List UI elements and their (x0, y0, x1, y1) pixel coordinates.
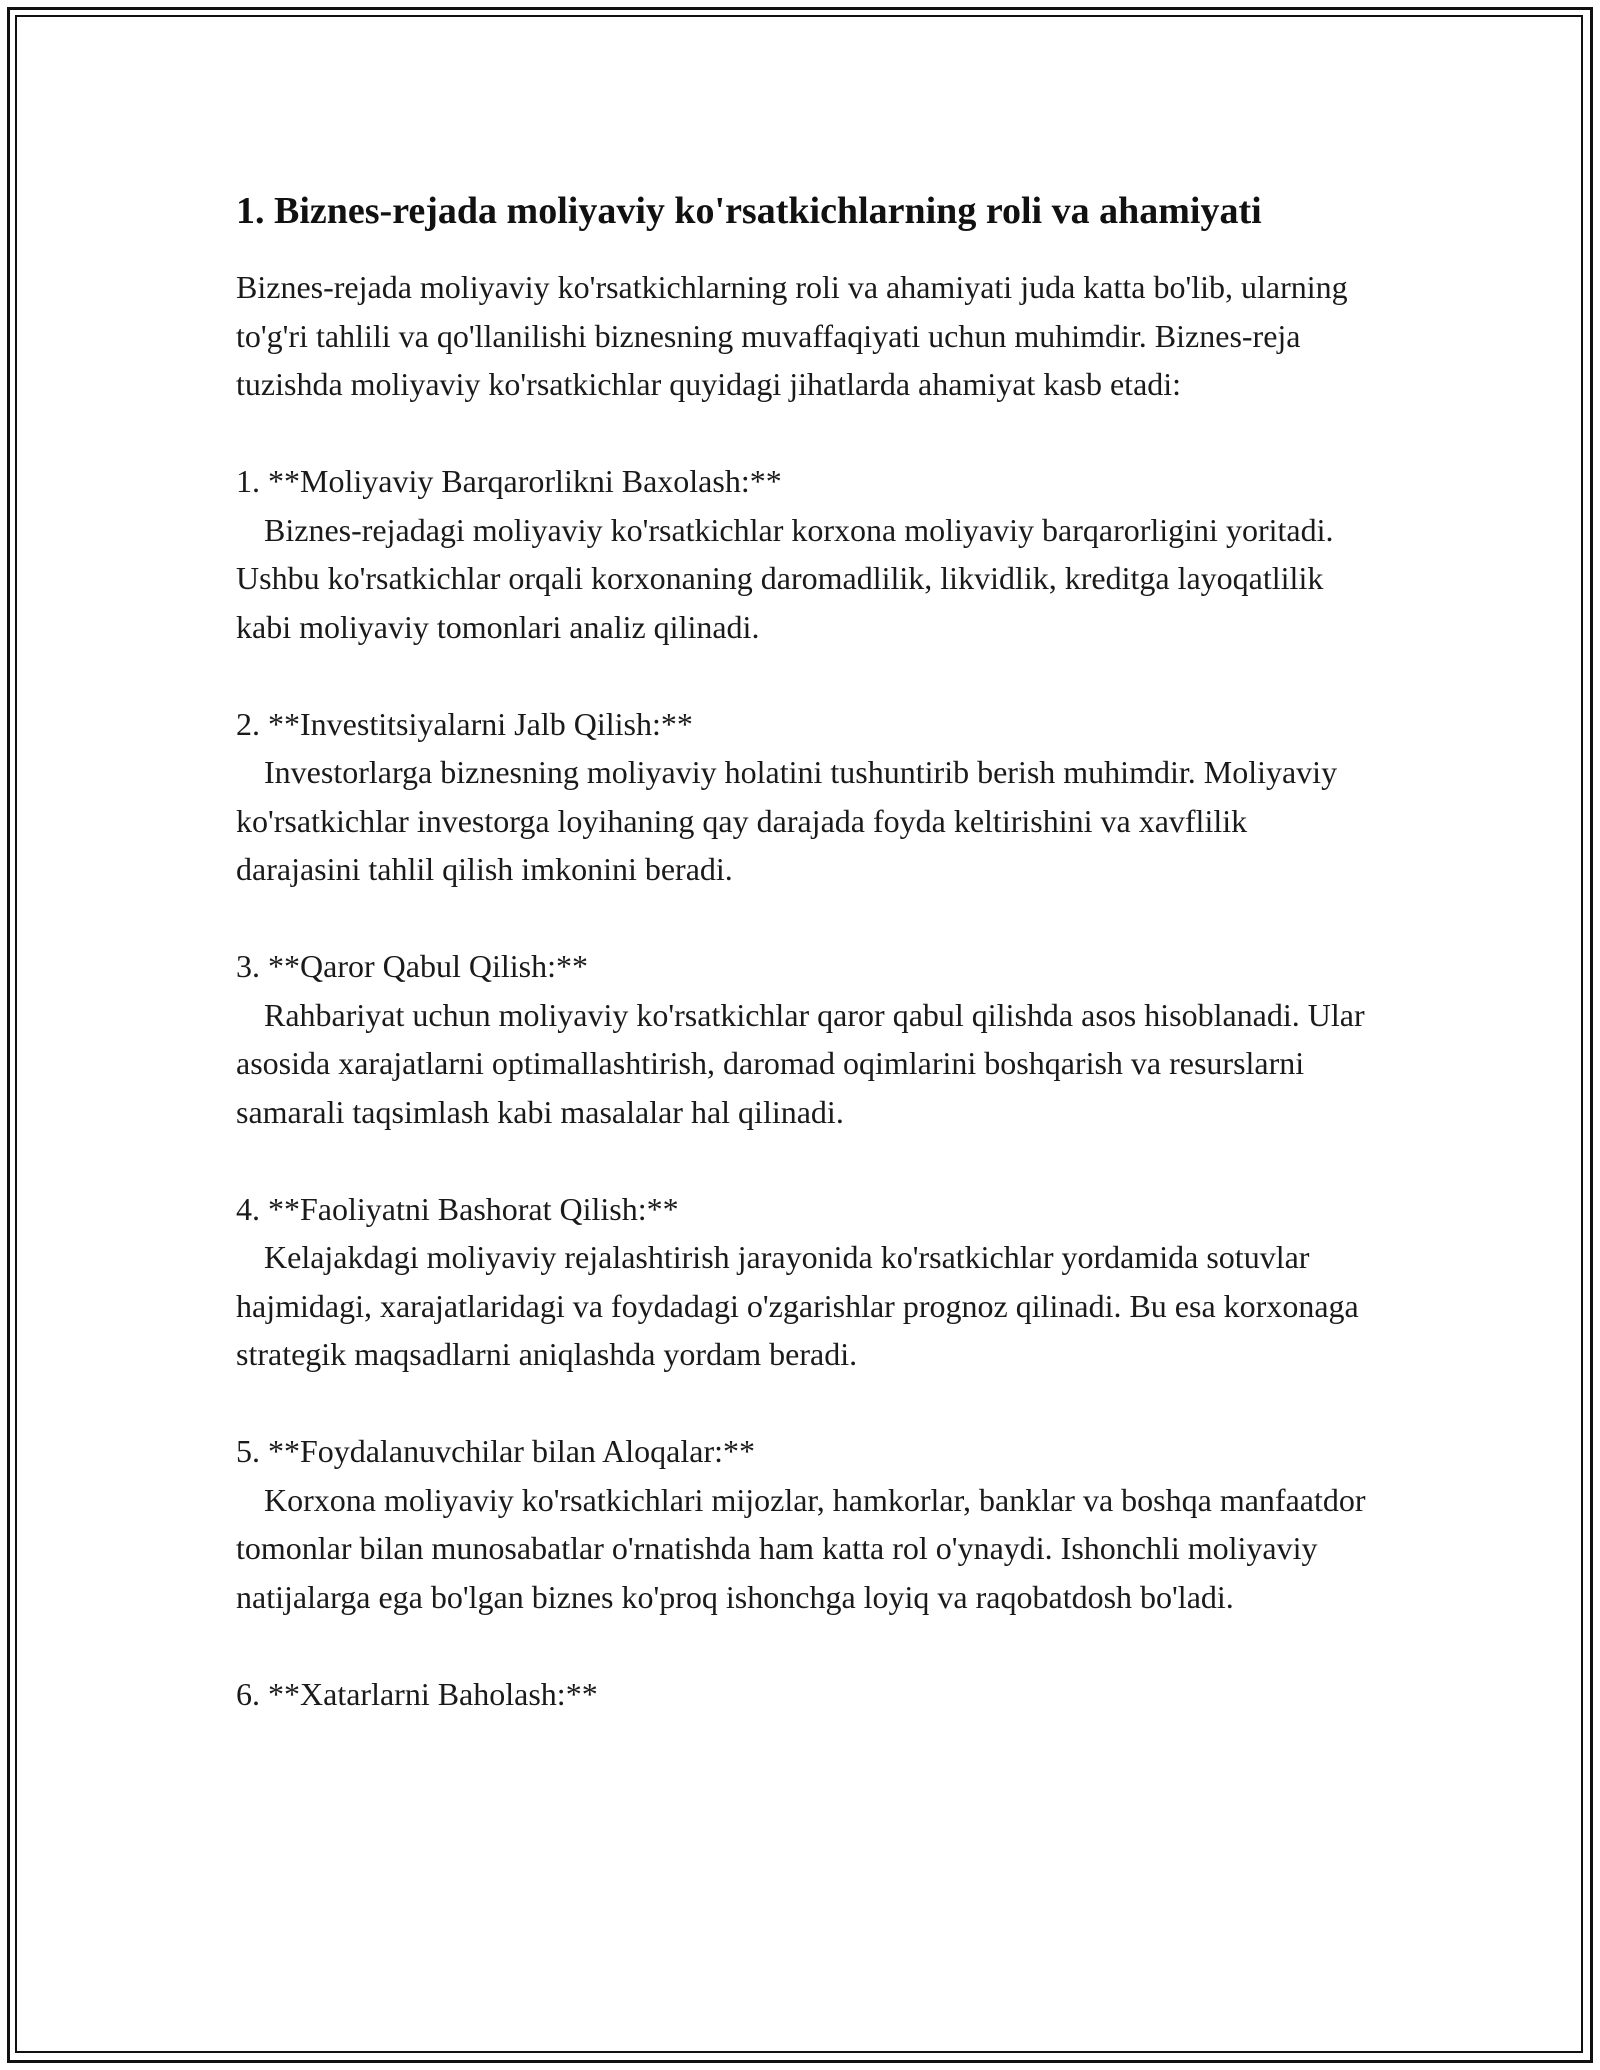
list-item (236, 457, 1366, 651)
list-item-body: Rahbariyat uchun moliyaviy ko'rsatkichlar qaror qabul qilishda asos hisoblanadi. Ular asosida xarajatlarni optimallashtirish, daromad oqimlarini boshqarish va resurslarni samarali taqsimlash kabi masalalar hal qilinadi. (236, 996, 1365, 1130)
list-item-heading: 2. **Investitsiyalarni Jalb Qilish:** (236, 705, 693, 742)
document-page (236, 184, 1366, 1718)
list-item-heading: 5. **Foydalanuvchilar bilan Aloqalar:** (236, 1433, 755, 1469)
list-item-body: Kelajakdagi moliyaviy rejalashtirish jarayonida ko'rsatkichlar yordamida sotuvlar hajmidagi, xarajatlaridagi va foydadagi o'zgarishlar prognoz qilinadi. Bu esa korxonaga strategik maqsadlarni aniqlashda yordam beradi. (236, 1239, 1359, 1372)
list-item-body: Biznes-rejadagi moliyaviy ko'rsatkichlar korxona moliyaviy barqarorligini yoritadi. Ushbu ko'rsatkichlar orqali korxonaning daromadlilik, likvidlik, kreditga layoqatlilik kabi moliyaviy tomonlari analiz qilinadi. (236, 511, 1334, 645)
list-item (236, 942, 1366, 1136)
list-item-heading: 4. **Faoliyatni Bashorat Qilish:** (236, 1190, 679, 1227)
document-title: 1. Biznes-rejada moliyaviy ko'rsatkichlarning roli va ahamiyati (236, 190, 1262, 232)
list-item-heading: 1. **Moliyaviy Barqarorlikni Baxolash:** (236, 463, 782, 499)
list-item-heading: 3. **Qaror Qabul Qilish:** (236, 948, 588, 984)
list-item (236, 1185, 1366, 1379)
list-item-body: Korxona moliyaviy ko'rsatkichlari mijozlar, hamkorlar, banklar va boshqa manfaatdor tomonlar bilan munosabatlar o'rnatishda ham katta rol o'ynaydi. Ishonchli moliyaviy natijalarga ega bo'lgan biznes ko'proq ishonchga loyiq va raqobatdosh bo'ladi. (236, 1481, 1366, 1615)
list-item (236, 1670, 1366, 1719)
list-item (236, 1427, 1366, 1621)
list-item-heading: 6. **Xatarlarni Baholash:** (236, 1675, 598, 1712)
intro-paragraph: Biznes-rejada moliyaviy ko'rsatkichlarning roli va ahamiyati juda katta bo'lib, ularning to'g'ri tahlili va qo'llanilishi biznesning muvaffaqiyati uchun muhimdir. Biznes-reja tuzishda moliyaviy ko'rsatkichlar quyidagi jihatlarda ahamiyat kasb etadi: (236, 269, 1348, 402)
list-item-body: Investorlarga biznesning moliyaviy holatini tushuntirib berish muhimdir. Moliyaviy ko'rsatkichlar investorga loyihaning qay darajada foyda keltirishini va xavflilik darajasini tahlil qilish imkonini beradi. (236, 754, 1338, 887)
list-item (236, 700, 1366, 894)
